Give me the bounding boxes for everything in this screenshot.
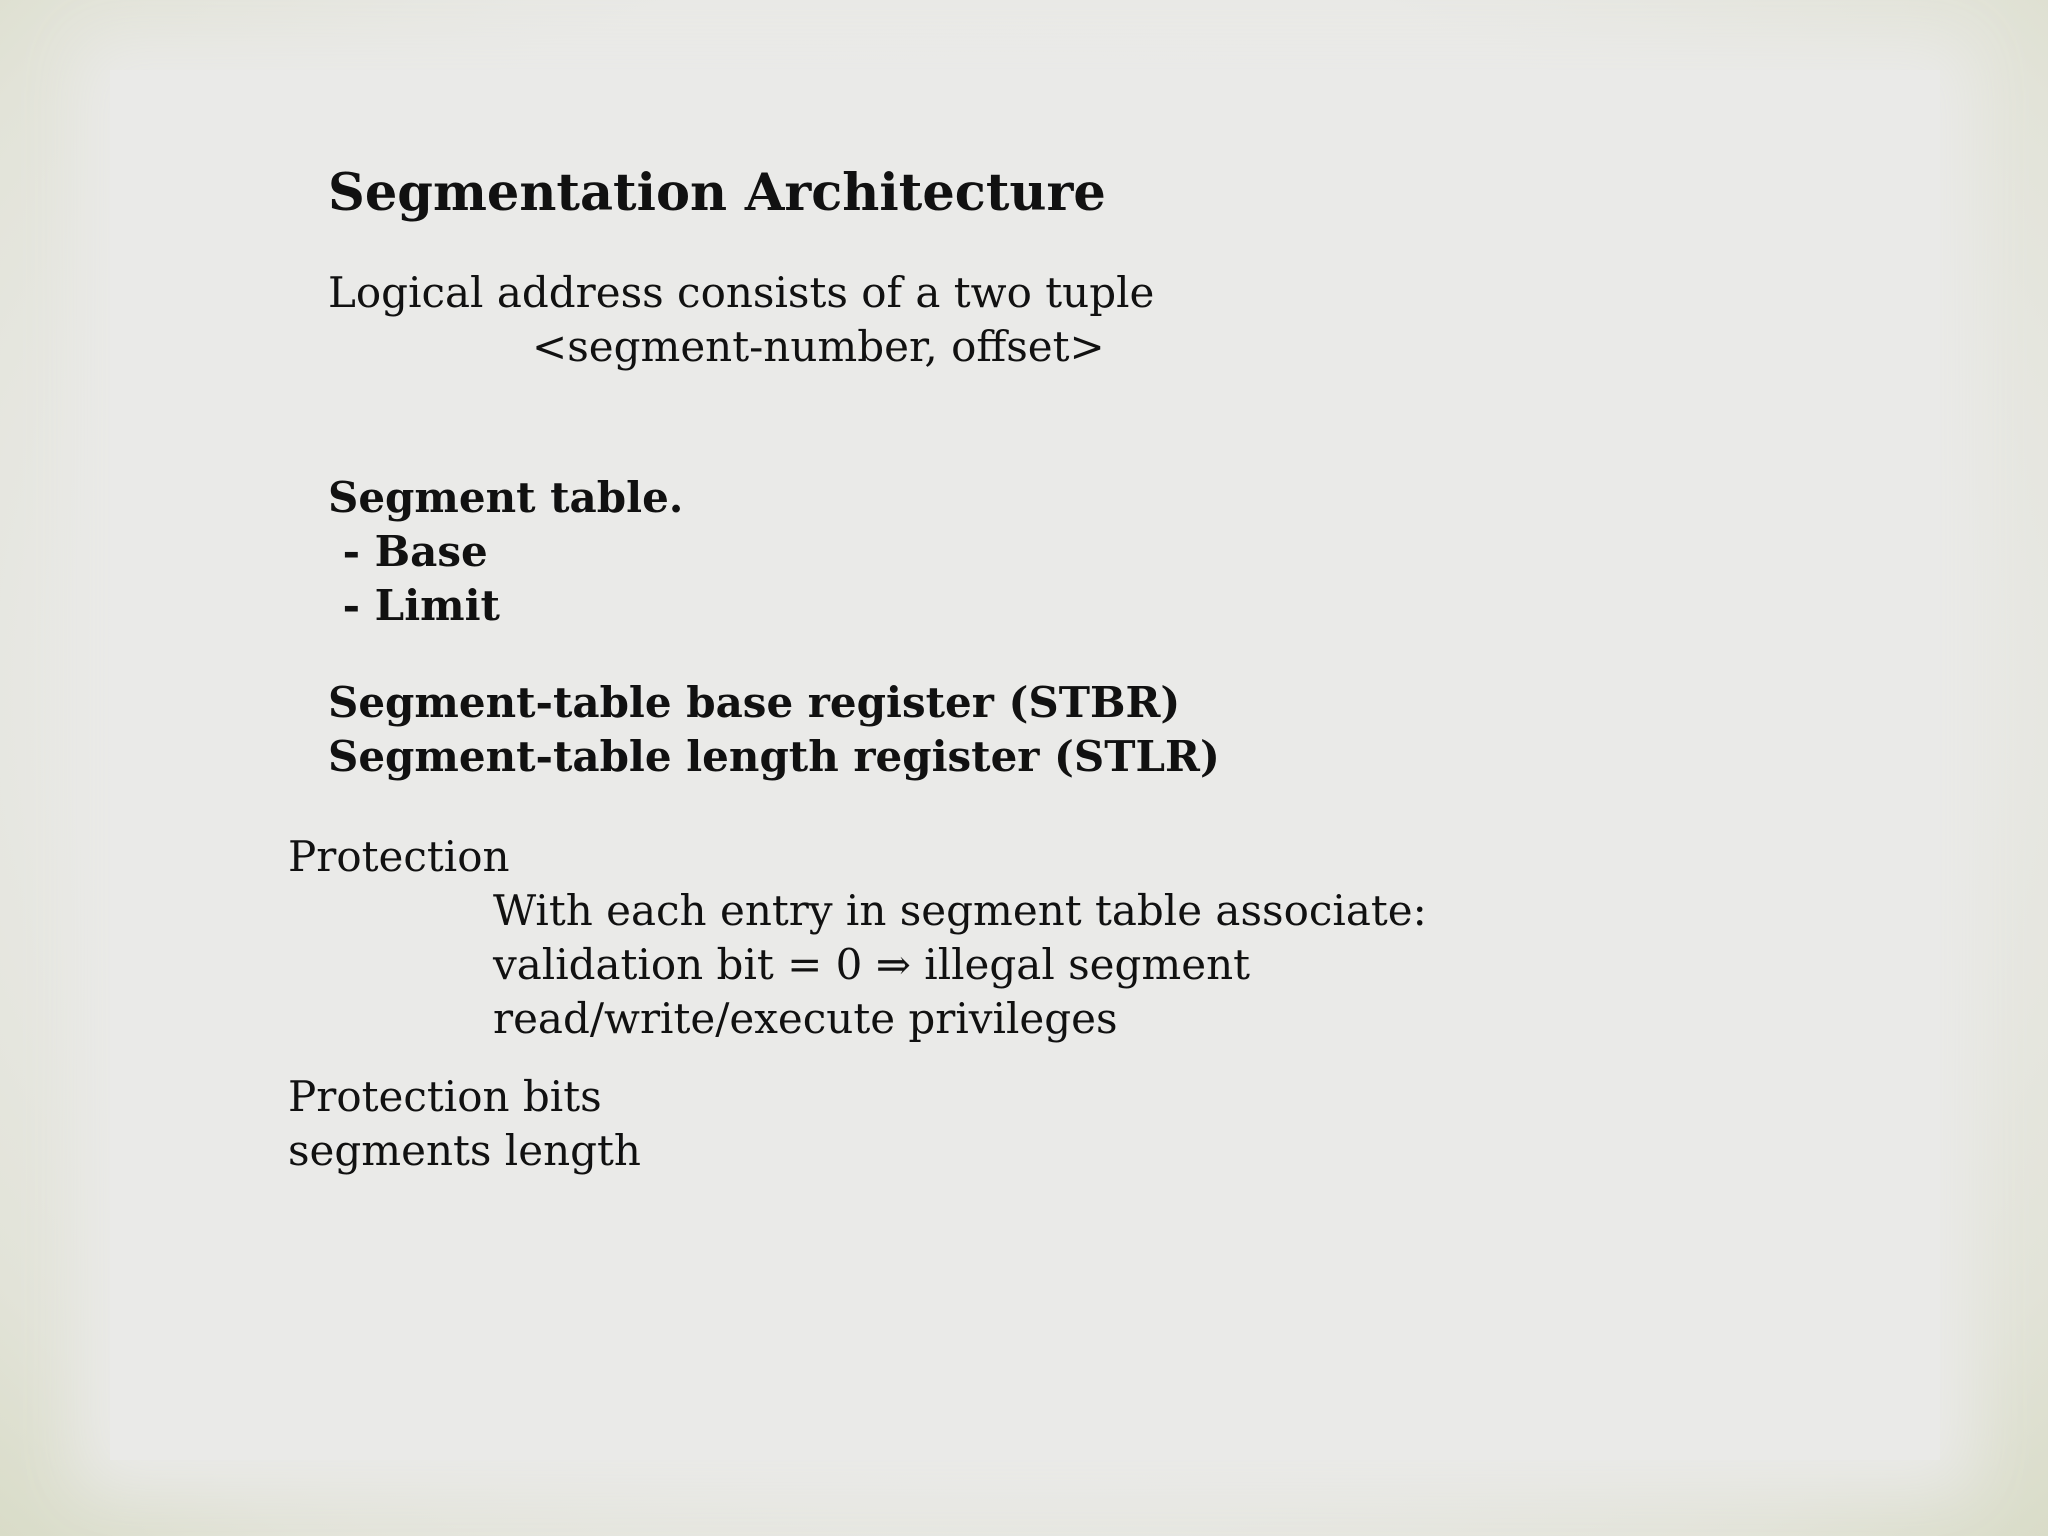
protection-bits-line: Protection bits: [288, 1072, 602, 1121]
protection-line-entry: With each entry in segment table associate:: [493, 886, 1427, 935]
segment-table-item-limit: - Limit: [328, 581, 500, 630]
slide-title: Segmentation Architecture: [328, 163, 1106, 223]
segments-length-line: segments length: [288, 1126, 641, 1175]
tuple-line: <segment-number, offset>: [532, 322, 1105, 371]
protection-line-validation: validation bit = 0 ⇒ illegal segment: [493, 940, 1251, 989]
stbr-line: Segment-table base register (STBR): [328, 678, 1181, 727]
logical-address-line: Logical address consists of a two tuple: [328, 268, 1155, 317]
protection-heading: Protection: [288, 832, 510, 881]
segment-table-item-base: - Base: [328, 527, 488, 576]
protection-line-privileges: read/write/execute privileges: [493, 994, 1118, 1043]
stlr-line: Segment-table length register (STLR): [328, 732, 1220, 781]
segment-table-heading: Segment table.: [328, 473, 684, 522]
